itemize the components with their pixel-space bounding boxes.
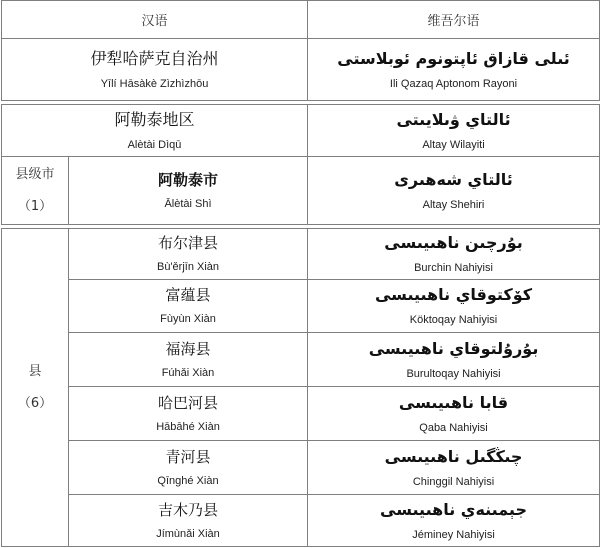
county-pinyin: Fúhǎi Xiàn xyxy=(161,366,215,379)
county-uyghur-cell xyxy=(308,280,600,333)
region-name-cn: 阿勒泰地区 xyxy=(114,109,195,129)
county-name-ug: بۇرۇلتوقاي ناھىيىسى xyxy=(368,338,539,358)
county-uyghur-cell xyxy=(308,441,600,495)
city-name-ug: ئالتاي شەھىرى xyxy=(394,169,513,189)
header-uyghur: 维吾尔语 xyxy=(308,1,600,39)
header-chinese: 汉语 xyxy=(2,1,308,39)
county-chinese-cell xyxy=(69,441,308,495)
city-row xyxy=(2,157,600,225)
county-name-ug: چىڭگىل ناھىيىسى xyxy=(384,446,523,466)
county-name-ug: قابا ناھىيىسى xyxy=(398,392,509,412)
county-chinese-cell xyxy=(69,387,308,441)
county-row xyxy=(2,280,600,333)
city-name-cn: 阿勒泰市 xyxy=(158,170,219,189)
county-latin: Burultoqay Nahiyisi xyxy=(406,367,501,380)
prefecture-uyghur-cell xyxy=(308,39,600,101)
city-pinyin: Ālètài Shì xyxy=(164,197,212,210)
county-pinyin: Fùyùn Xiàn xyxy=(160,313,216,325)
county-chinese-cell xyxy=(69,229,308,280)
county-chinese-cell xyxy=(69,333,308,387)
county-name-cn: 富蕴县 xyxy=(165,286,211,304)
county-chinese-cell xyxy=(69,280,308,333)
county-row xyxy=(2,387,600,441)
county-uyghur-cell xyxy=(308,229,600,280)
county-group-cell xyxy=(2,229,69,547)
prefecture-name-ug: ئىلى قازاق ئاپتونوم ئوبلاستى xyxy=(337,48,570,68)
county-chinese-cell xyxy=(69,495,308,547)
city-group-cell xyxy=(2,157,69,225)
prefecture-chinese-cell xyxy=(2,39,308,101)
county-pinyin: Jímùnǎi Xiàn xyxy=(156,527,220,540)
county-name-cn: 布尔津县 xyxy=(158,234,219,252)
county-latin: Burchin Nahiyisi xyxy=(414,262,493,274)
city-group-label: 县级市 xyxy=(15,166,55,182)
prefecture-latin: Ili Qazaq Aptonom Rayoni xyxy=(389,77,518,90)
county-name-cn: 青河县 xyxy=(165,447,211,466)
county-name-cn: 吉木乃县 xyxy=(158,500,219,519)
county-row xyxy=(2,495,600,547)
county-pinyin: Qīnghé Xiàn xyxy=(157,474,219,487)
city-uyghur-cell xyxy=(308,157,600,225)
city-latin: Altay Shehiri xyxy=(422,198,485,211)
place-names-table xyxy=(1,0,600,547)
county-uyghur-cell xyxy=(308,333,600,387)
region-name-ug: ئالتاي ۋىلايىتى xyxy=(396,109,511,129)
region-pinyin: Alètài Dìqū xyxy=(127,138,182,151)
county-row xyxy=(2,333,600,387)
county-group-label: 县 xyxy=(28,363,42,379)
region-chinese-cell xyxy=(2,105,308,157)
city-chinese-cell xyxy=(69,157,308,225)
header-row xyxy=(2,1,600,39)
county-latin: Chinggil Nahiyisi xyxy=(412,475,495,488)
county-uyghur-cell xyxy=(308,387,600,441)
county-pinyin: Hābāhé Xiàn xyxy=(156,420,220,433)
county-latin: Qaba Nahiyisi xyxy=(419,421,488,434)
county-row xyxy=(2,441,600,495)
county-name-cn: 福海县 xyxy=(165,339,211,358)
region-uyghur-cell xyxy=(308,105,600,157)
region-latin: Altay Wilayiti xyxy=(422,138,485,151)
city-group-count: （1） xyxy=(17,198,53,214)
prefecture-pinyin: Yīlí Hāsàkè Zìzhìzhōu xyxy=(100,77,209,90)
county-name-cn: 哈巴河县 xyxy=(158,393,219,412)
county-latin: Jéminey Nahiyisi xyxy=(412,528,495,541)
county-name-ug: جېمىنەي ناھىيىسى xyxy=(380,499,527,519)
county-group-count: （6） xyxy=(17,395,53,411)
prefecture-row xyxy=(2,39,600,101)
county-name-ug: كۆكتوقاي ناھىيىسى xyxy=(374,285,533,304)
county-name-ug: بۇرچىن ناھىيىسى xyxy=(384,233,523,252)
region-row xyxy=(2,105,600,157)
county-pinyin: Bù'ěrjīn Xiàn xyxy=(156,261,220,273)
county-row xyxy=(2,229,600,280)
prefecture-name-cn: 伊犁哈萨克自治州 xyxy=(90,48,219,68)
county-uyghur-cell xyxy=(308,495,600,547)
county-latin: Köktoqay Nahiyisi xyxy=(409,314,498,326)
